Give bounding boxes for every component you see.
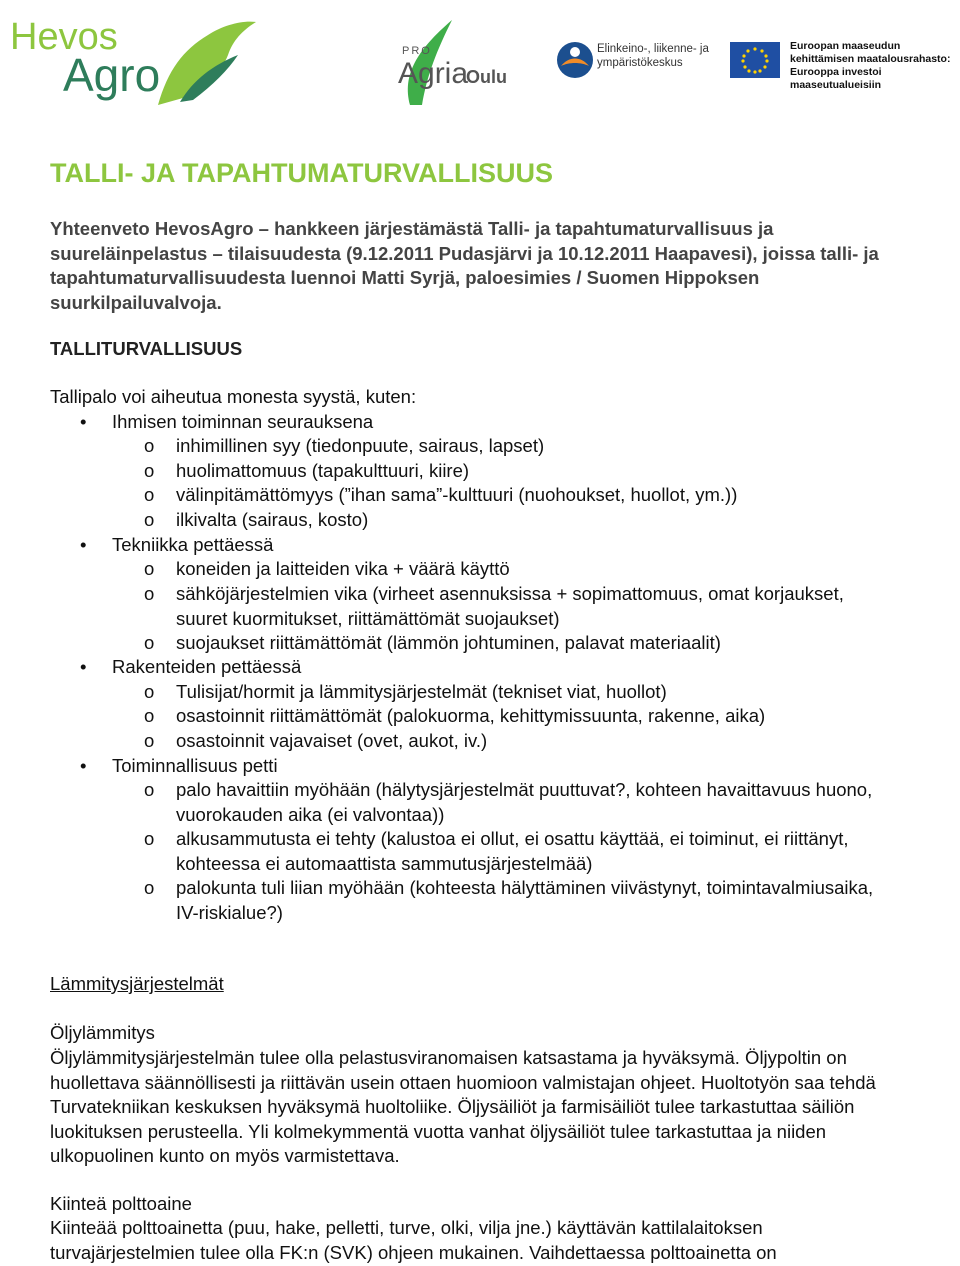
sub-bullet-item: alkusammutusta ei tehty (kalustoa ei ollut, ei osattu käyttää, ei toiminut, ei riittänyt, kohteessa ei automaattista sammutusjärjestelmää) <box>176 828 849 874</box>
proagria-text-pro: PRO <box>402 45 432 57</box>
bullet-item: • Toiminnallisuus petti <box>112 754 278 779</box>
sub-bullet-item: ilkivalta (sairaus, kosto) <box>176 509 369 530</box>
sub-bullet-marker: o <box>144 730 155 751</box>
sub-bullet-item: palokunta tuli liian myöhään (kohteesta hälyttäminen viivästynyt, toimintavalmiusaika, IV-riskialue?) <box>176 877 874 923</box>
bullet-item: • Tekniikka pettäessä <box>112 533 273 558</box>
sub-bullet-item: osastoinnit riittämättömät (palokuorma, kehittymissuunta, rakenne, aika) <box>176 705 766 726</box>
eu-text-line1: Euroopan maaseudun <box>790 40 901 52</box>
ely-text-line2: ympäristökeskus <box>597 57 683 69</box>
sub-bullet-item: Tulisijat/hormit ja lämmitysjärjestelmät (tekniset viat, huollot) <box>176 681 667 702</box>
ely-text <box>597 42 709 70</box>
header-logos <box>0 0 960 120</box>
section-heading-talliturvallisuus: TALLITURVALLISUUS <box>50 338 243 359</box>
heating-systems-heading: Lämmitysjärjestelmät <box>50 973 224 994</box>
eu-fund-logo <box>730 38 955 91</box>
ely-emblem-icon <box>555 38 595 82</box>
lead-paragraph: Tallipalo voi aiheutua monesta syystä, kuten: <box>50 386 417 407</box>
sub-bullet-marker: o <box>144 509 155 530</box>
hevosagro-text-agro: Agro <box>63 49 161 101</box>
eu-text-line3: Eurooppa investoi maaseutualueisiin <box>790 66 882 91</box>
sub-bullet-item: sähköjärjestelmien vika (virheet asennuksissa + sopimattomuus, omat korjaukset, suuret kuormitukset, riittämättömät suojaukset) <box>176 583 844 629</box>
sub-bullet-marker: o <box>144 484 155 505</box>
sub-bullet-item: huolimattomuus (tapakulttuuri, kiire) <box>176 460 470 481</box>
bullet-item: • Ihmisen toiminnan seurauksena <box>112 410 373 435</box>
sub-bullet-item: suojaukset riittämättömät (lämmön johtuminen, palavat materiaalit) <box>176 632 721 653</box>
sub-bullet-marker: o <box>144 460 155 481</box>
ely-text-line1: Elinkeino-, liikenne- ja <box>597 43 709 55</box>
bullet-item: • Rakenteiden pettäessä <box>112 655 301 680</box>
sub-bullet-marker: o <box>144 632 155 653</box>
intro-paragraph: Yhteenveto HevosAgro – hankkeen järjestämästä Talli- ja tapahtumaturvallisuus ja suureläinpelastus – tilaisuudesta (9.12.2011 Pudasjärvi ja 10.12.2011 Haapavesi), joissa talli- ja tapahtumaturvallisuudesta luennoi Matti Syrjä, paloesimies / Suomen Hippoksen suurkilpailuvalvoja. <box>50 218 879 313</box>
document-title: TALLI- JA TAPAHTUMATURVALLISUUS <box>50 158 553 188</box>
sub-bullet-item: osastoinnit vajavaiset (ovet, aukot, iv.) <box>176 730 488 751</box>
sub-bullet-item: palo havaittiin myöhään (hälytysjärjestelmät puuttuvat?, kohteen havaittavuus huono, vuorokauden aika (ei valvontaa)) <box>176 779 873 825</box>
ely-keskus-logo <box>555 38 715 88</box>
oil-heating-paragraph: Öljylämmitysjärjestelmän tulee olla pelastusviranomaisen katsastama ja hyväksymä. Öljypoltin on huollettava säännöllisesti ja riittävän usein ottaen huomioon valmistajan ohjeet. Huoltotyön saa tehdä Turvatekniikan keskuksen hyväksymä huoltoliike. Öljysäiliöt ja farmisäiliöt tulee tarkastuttaa säiliön luokituksen perusteella. Yli kolmekymmentä vuotta vanhat öljysäiliöt tulee tarkastuttaa ja niiden ulkopuolinen kunto on myös varmistettava. <box>50 1047 876 1166</box>
sub-bullet-marker: o <box>144 435 155 456</box>
hevosagro-text-hevos: Hevos <box>10 16 118 58</box>
proagria-text-agria: Agria <box>398 57 469 90</box>
hevosagro-logo <box>8 10 258 110</box>
sub-bullet-item: koneiden ja laitteiden vika + väärä käyttö <box>176 558 510 579</box>
sub-bullet-marker: o <box>144 877 155 898</box>
oil-heating-heading: Öljylämmitys <box>50 1022 155 1043</box>
sub-bullet-marker: o <box>144 828 155 849</box>
solid-fuel-paragraph: Kiinteää polttoainetta (puu, hake, pelletti, turve, olki, vilja jne.) käyttävän kattilalaitoksen turvajärjestelmien tulee olla FK:n (SVK) ohjeen mukainen. Vaihdettaessa polttoainetta on <box>50 1217 777 1263</box>
eu-text-line2: kehittämisen maatalousrahasto: <box>790 53 951 65</box>
sub-bullet-item: välinpitämättömyys (”ihan sama”-kulttuuri (nuohoukset, huollot, ym.)) <box>176 484 738 505</box>
proagria-logo <box>392 15 527 110</box>
sub-bullet-marker: o <box>144 583 155 604</box>
sub-bullet-marker: o <box>144 681 155 702</box>
eu-text <box>790 40 955 92</box>
sub-bullet-marker: o <box>144 779 155 800</box>
sub-bullet-marker: o <box>144 558 155 579</box>
proagria-text-oulu: Oulu <box>466 67 507 87</box>
solid-fuel-heading: Kiinteä polttoaine <box>50 1193 192 1214</box>
sub-bullet-marker: o <box>144 705 155 726</box>
sub-bullet-item: inhimillinen syy (tiedonpuute, sairaus, lapset) <box>176 435 545 456</box>
eu-flag-icon <box>730 42 780 78</box>
